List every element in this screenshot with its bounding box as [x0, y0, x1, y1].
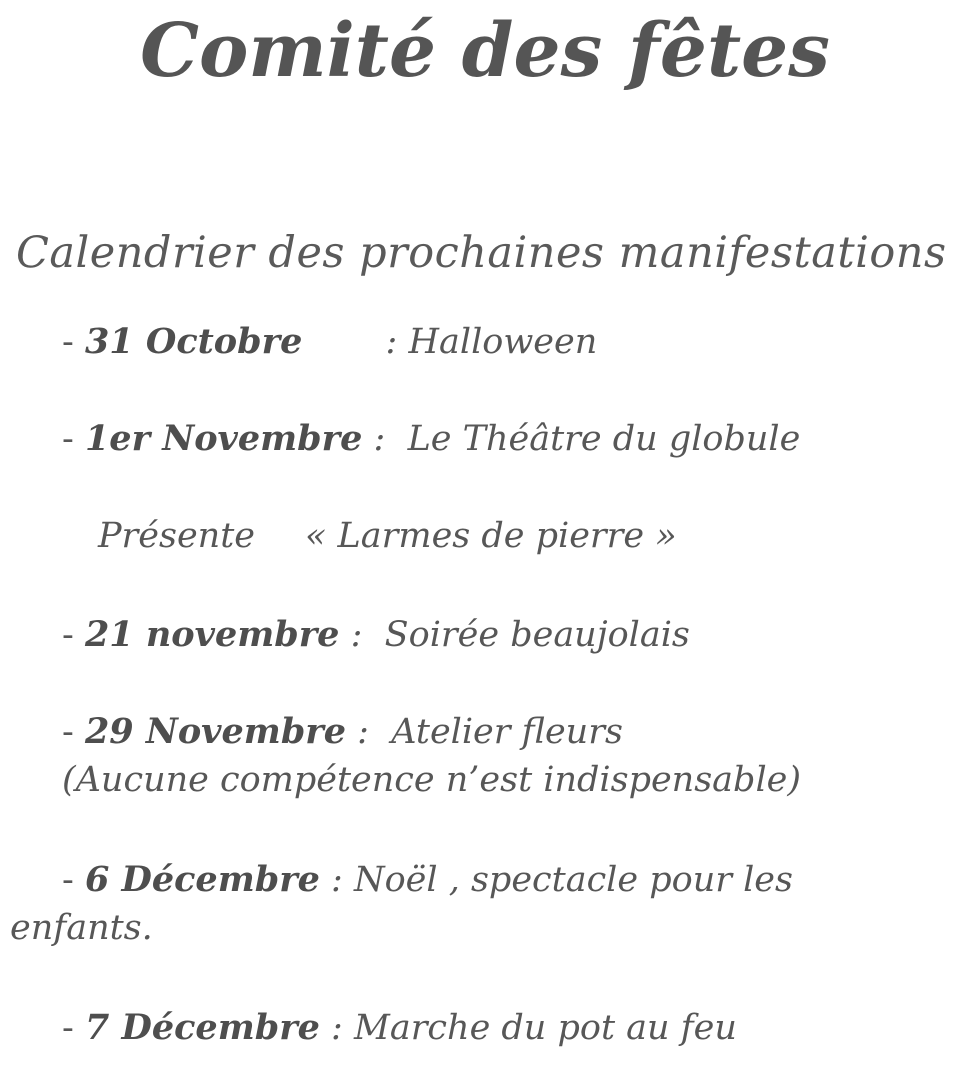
event-date: 29 Novembre — [84, 711, 347, 752]
event-item-theatre — [62, 418, 801, 459]
event-item-theatre-show — [98, 516, 677, 556]
page-title: Comité des fêtes — [140, 8, 830, 94]
bullet-dash: - — [62, 615, 85, 655]
event-item-pot-au-feu — [62, 1007, 737, 1048]
event-separator: : — [331, 860, 343, 900]
event-lead: Présente — [98, 516, 255, 556]
event-title: « Larmes de pierre » — [305, 516, 677, 556]
event-title: Noël , spectacle pour les — [353, 860, 793, 900]
event-title: Atelier fleurs — [391, 712, 623, 752]
event-separator: : — [357, 712, 369, 752]
bullet-dash: - — [62, 712, 85, 752]
event-continuation: enfants. — [10, 908, 153, 948]
event-separator: : — [350, 615, 363, 655]
event-item-noel — [62, 859, 793, 900]
bullet-dash: - — [62, 860, 85, 900]
event-note: (Aucune compétence n’est indispensable) — [62, 760, 802, 800]
bullet-dash: - — [62, 419, 85, 459]
bullet-dash: - — [62, 1008, 85, 1048]
event-separator: : — [385, 322, 398, 362]
bullet-dash: - — [62, 322, 85, 362]
event-separator: : — [331, 1008, 343, 1048]
event-item-atelier — [62, 711, 623, 752]
event-date: 31 Octobre — [84, 321, 303, 362]
event-separator: : — [373, 419, 386, 459]
event-title: Soirée beaujolais — [384, 615, 690, 655]
event-date: 1er Novembre — [84, 418, 363, 459]
event-title: Marche du pot au feu — [353, 1008, 737, 1048]
calendar-heading: Calendrier des prochaines manifestations — [16, 228, 947, 278]
event-item-beaujolais — [62, 614, 690, 655]
event-title: Halloween — [408, 322, 598, 362]
event-date: 7 Décembre — [84, 1007, 320, 1048]
event-date: 6 Décembre — [84, 859, 320, 900]
event-item-halloween — [62, 321, 598, 362]
event-date: 21 novembre — [84, 614, 340, 655]
event-title: Le Théâtre du globule — [407, 419, 801, 459]
